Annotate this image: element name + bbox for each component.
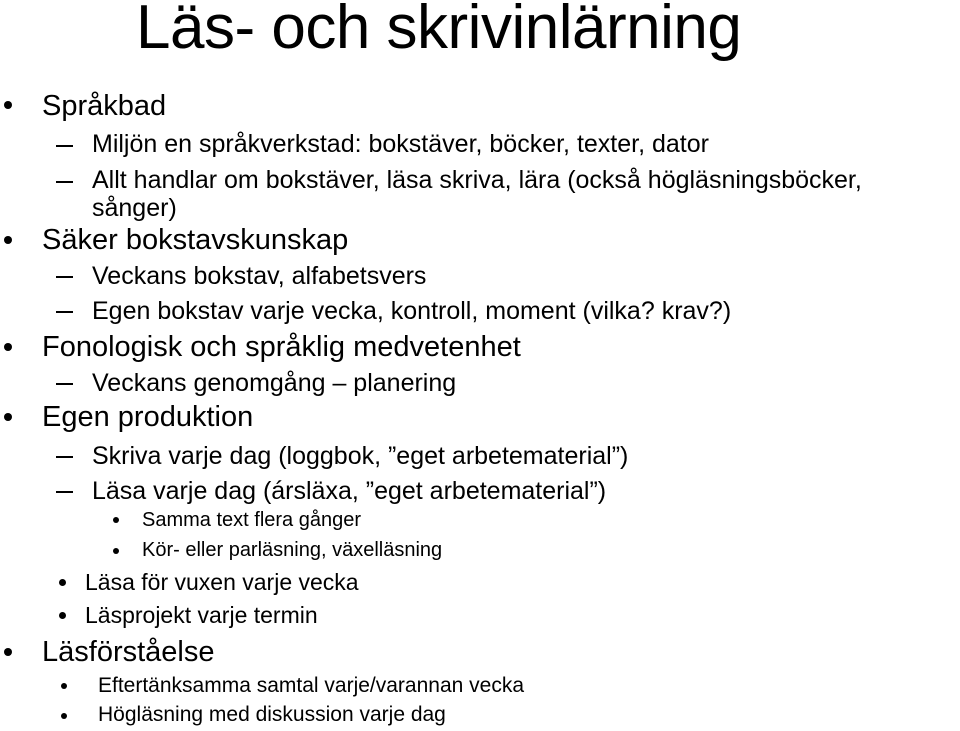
bullet-text: Läsprojekt varje termin (85, 602, 318, 628)
bullet-text: Säker bokstavskunskap (42, 224, 349, 256)
bullet-dot (4, 413, 12, 421)
sub-sub-bullet-dot (113, 517, 119, 523)
sub-bullet-dash (56, 311, 73, 313)
bullet-text: Läsförståelse (42, 636, 215, 668)
sub-sub-bullet-dot (113, 548, 119, 554)
sub-bullet-text: Egen bokstav varje vecka, kontroll, moment (vilka? krav?) (92, 297, 732, 325)
bullet-dot (59, 579, 66, 586)
sub-bullet-dash (56, 491, 73, 493)
sub-bullet-dash (56, 181, 73, 183)
sub-sub-bullet-text: Kör- eller parläsning, växelläsning (142, 539, 443, 561)
sub-bullet-dot (61, 683, 67, 689)
bullet-text: Språkbad (42, 90, 167, 122)
sub-bullet-dash (56, 276, 73, 278)
sub-bullet-text: Högläsning med diskussion varje dag (98, 703, 446, 726)
bullet-dot (59, 612, 66, 619)
sub-bullet-dash (56, 145, 73, 147)
sub-bullet-dash (56, 383, 73, 385)
sub-bullet-text: Miljön en språkverkstad: bokstäver, böcker, texter, dator (92, 130, 709, 158)
bullet-text: Läsa för vuxen varje vecka (85, 569, 359, 595)
sub-bullet-text: Eftertänksamma samtal varje/varannan vecka (98, 674, 525, 697)
sub-bullet-text: Veckans bokstav, alfabetsvers (92, 262, 427, 290)
sub-bullet-text: Allt handlar om bokstäver, läsa skriva, lära (också högläsningsböcker, (92, 166, 862, 194)
slide-title: Läs- och skrivinlärning (136, 0, 742, 62)
sub-bullet-dot (61, 713, 67, 719)
sub-bullet-text: Läsa varje dag (ársläxa, ”eget arbetematerial”) (92, 477, 607, 505)
bullet-dot (4, 648, 12, 656)
bullet-dot (4, 236, 12, 244)
bullet-text: Fonologisk och språklig medvetenhet (42, 331, 521, 363)
sub-sub-bullet-text: Samma text flera gånger (142, 509, 361, 531)
bullet-text: Egen produktion (42, 401, 254, 433)
sub-bullet-text: Veckans genomgång – planering (92, 369, 457, 397)
sub-bullet-text-continuation: sånger) (92, 194, 177, 222)
bullet-dot (4, 343, 12, 351)
sub-bullet-text: Skriva varje dag (loggbok, ”eget arbetematerial”) (92, 442, 629, 470)
sub-bullet-dash (56, 456, 73, 458)
bullet-dot (4, 101, 12, 109)
